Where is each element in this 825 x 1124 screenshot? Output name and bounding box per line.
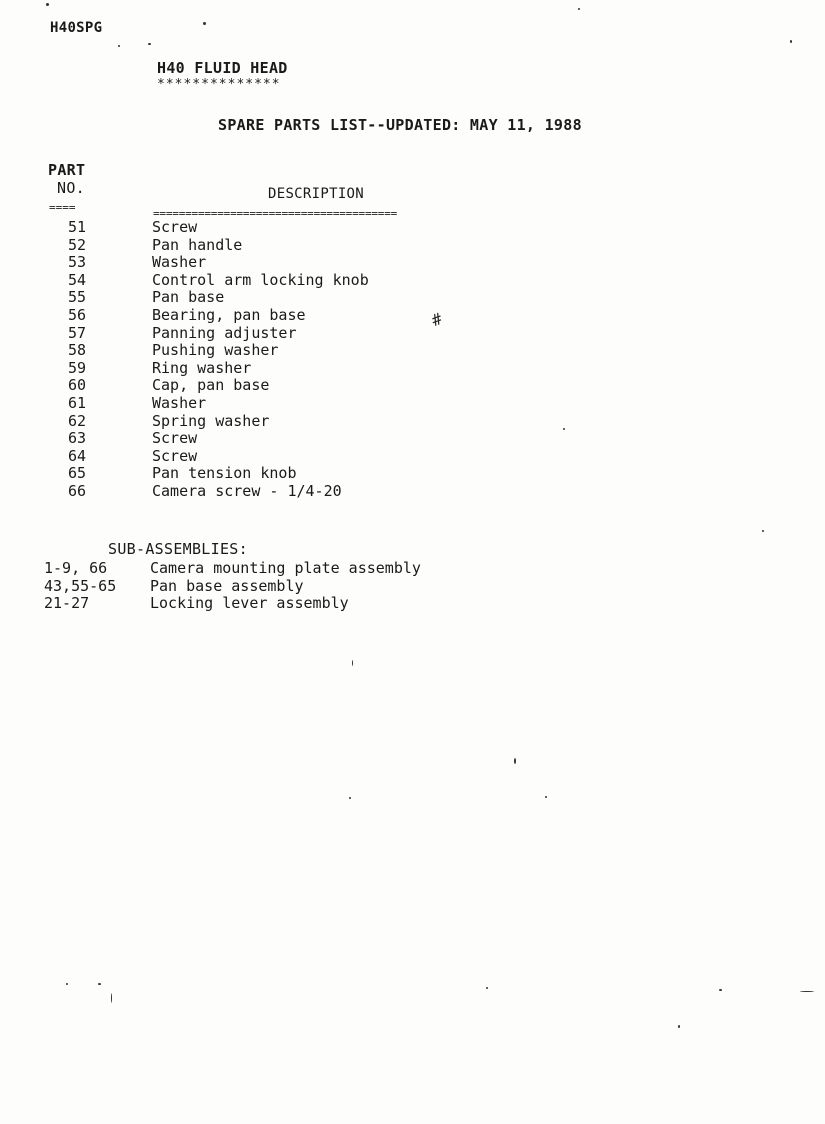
table-row bbox=[0, 359, 600, 377]
scan-speck bbox=[349, 797, 351, 799]
part-description: Pan handle bbox=[152, 235, 243, 254]
part-description: Control arm locking knob bbox=[152, 270, 369, 289]
scan-speck bbox=[148, 43, 151, 45]
sub-assembly-parts: 21-27 bbox=[44, 594, 90, 613]
parts-list bbox=[0, 218, 600, 500]
scan-speck bbox=[790, 40, 792, 43]
header-no: NO. bbox=[57, 179, 85, 197]
scan-speck bbox=[352, 660, 353, 666]
table-row bbox=[0, 429, 600, 447]
sub-assemblies-header: SUB-ASSEMBLIES: bbox=[108, 540, 248, 558]
document-code: H40SPG bbox=[50, 20, 103, 36]
table-row bbox=[0, 482, 600, 500]
scan-speck bbox=[678, 1025, 680, 1028]
list-item bbox=[0, 577, 600, 595]
scan-speck bbox=[563, 428, 565, 430]
rule-part: ==== bbox=[49, 201, 76, 214]
handwritten-mark: # bbox=[429, 308, 445, 331]
part-description: Washer bbox=[152, 253, 207, 272]
table-row bbox=[0, 218, 600, 236]
table-row bbox=[0, 324, 600, 342]
part-number: 54 bbox=[68, 270, 87, 289]
part-description: Pan base bbox=[152, 288, 225, 307]
table-row bbox=[0, 306, 600, 324]
part-number: 65 bbox=[68, 464, 87, 483]
document-title: H40 FLUID HEAD bbox=[157, 59, 288, 77]
part-number: 61 bbox=[68, 393, 87, 412]
sub-assembly-parts: 1-9, 66 bbox=[44, 559, 108, 577]
part-description: Screw bbox=[152, 446, 198, 465]
scan-speck bbox=[514, 758, 516, 764]
part-description: Cap, pan base bbox=[152, 376, 270, 395]
scan-speck bbox=[486, 987, 488, 989]
scan-speck bbox=[111, 993, 112, 1003]
sub-assembly-description: Locking lever assembly bbox=[150, 594, 349, 613]
sub-assemblies-list bbox=[0, 559, 600, 612]
table-row bbox=[0, 253, 600, 271]
part-description: Camera screw - 1/4-20 bbox=[152, 481, 342, 500]
part-number: 59 bbox=[68, 358, 87, 377]
rule-description: ====================================== bbox=[153, 207, 398, 220]
scan-speck bbox=[203, 22, 206, 25]
table-row bbox=[0, 464, 600, 482]
table-row bbox=[0, 341, 600, 359]
scan-speck bbox=[545, 796, 547, 798]
part-description: Spring washer bbox=[152, 411, 270, 430]
scan-speck bbox=[118, 45, 120, 47]
table-row bbox=[0, 376, 600, 394]
scan-speck bbox=[800, 991, 814, 992]
list-item bbox=[0, 559, 600, 577]
part-number: 63 bbox=[68, 429, 87, 448]
list-item bbox=[0, 594, 600, 612]
table-row bbox=[0, 447, 600, 465]
title-underline: ************** bbox=[157, 77, 281, 92]
table-row bbox=[0, 288, 600, 306]
part-description: Ring washer bbox=[152, 358, 252, 377]
part-description: Pan tension knob bbox=[152, 464, 297, 483]
part-number: 66 bbox=[68, 481, 87, 500]
header-description: DESCRIPTION bbox=[268, 186, 365, 202]
scan-speck bbox=[66, 983, 68, 985]
scan-speck bbox=[98, 983, 101, 985]
sub-assembly-parts: 43,55-65 bbox=[44, 576, 117, 595]
part-number: 58 bbox=[68, 341, 87, 360]
part-number: 64 bbox=[68, 446, 87, 465]
part-number: 53 bbox=[68, 253, 87, 272]
scan-speck bbox=[46, 3, 49, 6]
part-description: Panning adjuster bbox=[152, 323, 297, 342]
scan-speck bbox=[578, 8, 580, 10]
header-part: PART bbox=[48, 161, 86, 179]
part-description: Screw bbox=[152, 429, 198, 448]
part-description: Screw bbox=[152, 218, 198, 236]
part-number: 51 bbox=[68, 218, 87, 236]
table-row bbox=[0, 236, 600, 254]
sub-assembly-description: Pan base assembly bbox=[150, 576, 304, 595]
document-subtitle: SPARE PARTS LIST--UPDATED: MAY 11, 1988 bbox=[218, 116, 582, 134]
part-number: 60 bbox=[68, 376, 87, 395]
scan-speck bbox=[719, 989, 722, 991]
part-description: Washer bbox=[152, 393, 207, 412]
part-number: 56 bbox=[68, 305, 87, 324]
table-row bbox=[0, 394, 600, 412]
sub-assembly-description: Camera mounting plate assembly bbox=[150, 559, 421, 577]
scan-speck bbox=[762, 530, 764, 532]
table-row bbox=[0, 412, 600, 430]
table-row bbox=[0, 271, 600, 289]
part-number: 57 bbox=[68, 323, 87, 342]
part-number: 62 bbox=[68, 411, 87, 430]
part-number: 52 bbox=[68, 235, 87, 254]
part-number: 55 bbox=[68, 288, 87, 307]
part-description: Pushing washer bbox=[152, 341, 279, 360]
part-description: Bearing, pan base bbox=[152, 305, 306, 324]
